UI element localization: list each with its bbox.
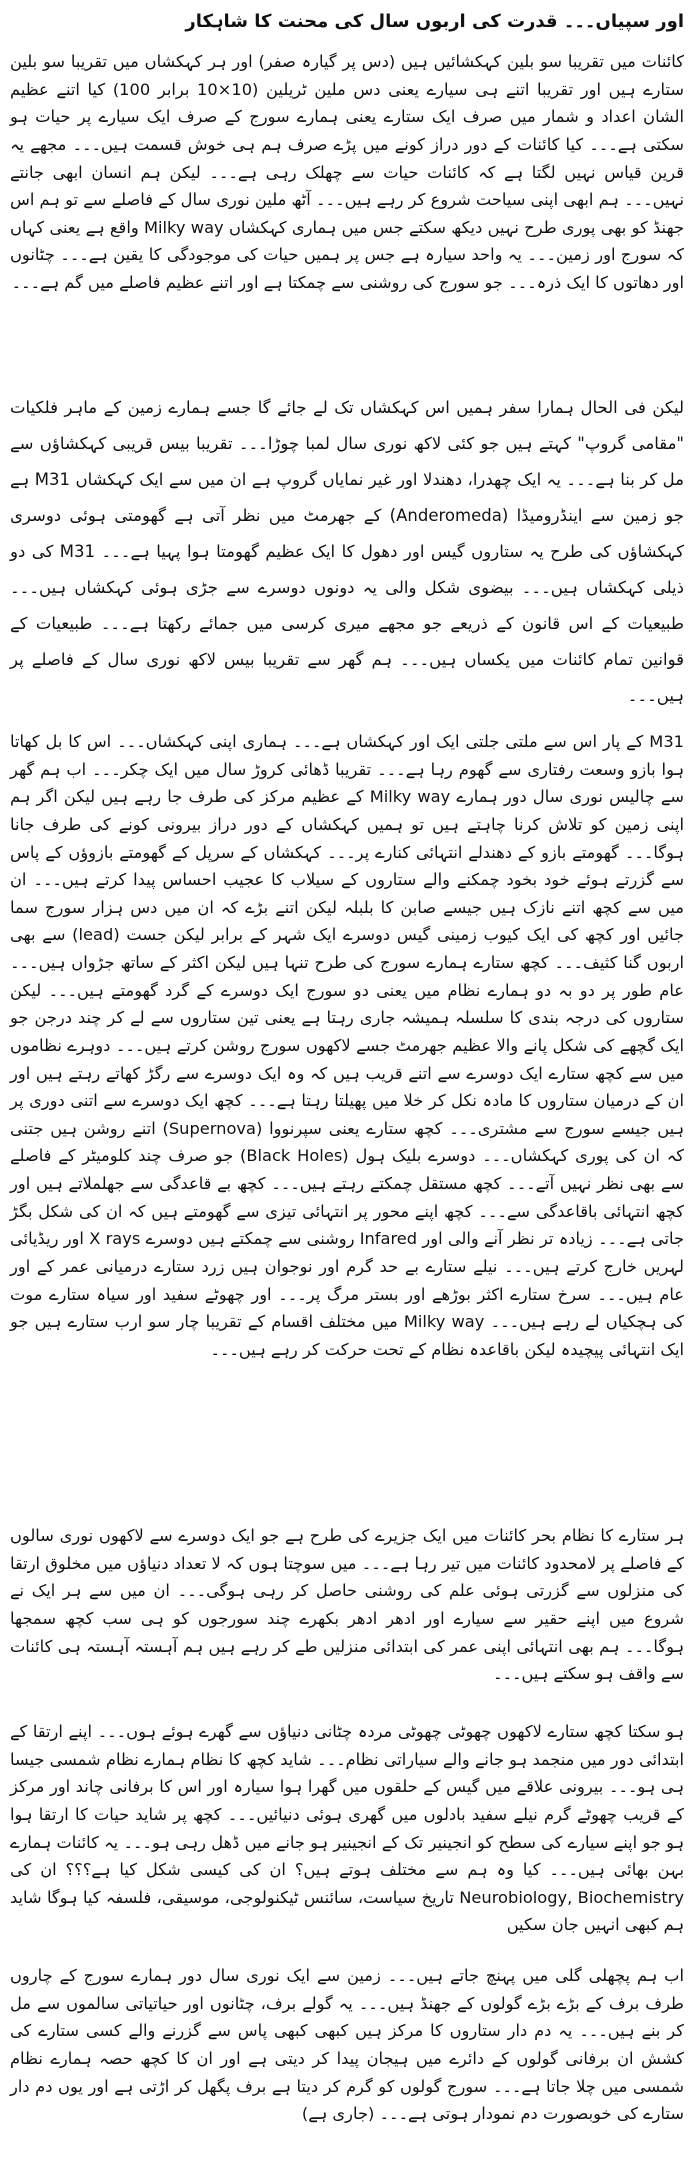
- paragraph-3: M31 کے پار اس سے ملتی جلتی ایک اور کہکشاں ہے۔۔۔ ہماری اپنی کہکشاں۔۔۔ اس کا بل کھاتا ہوا بازو وسعت رفتاری سے گھوم رہا ہے۔۔۔ تقریبا ڈھائی کروڑ سال میں ایک چکر۔۔۔ اب ہم گھر سے چالیس نوری سال دور ہمارے Milky way کے عظیم مرکز کی طرف جا رہے ہیں لیکن اگر ہم اپنی زمین کو تلاش کرنا چاہتے ہیں تو ہمیں کہکشاں کے دور دراز بیرونی کونے کی طرف جانا ہوگا۔۔۔ گھومتے بازو کے دھندلے انتہائی کنارے پر۔۔۔ کہکشاں کے سرپل کے گھومتے بازوؤں کے پاس سے گزرتے ہوئے خود بخود چمکنے والے ستاروں کے سیلاب کا عجیب احساس پیدا کرتے ہیں۔۔۔ ان میں سے کچھ اتنے نازک ہیں جیسے صابن کا بلبلہ لیکن اتنے بڑے کہ ان میں دس ہزار سورج سما جائیں اور کچھ کی ایک کیوب زمینی گیس دوسرے ایک شہر کے برابر لیکن جست (lead) سے بھی اربوں گنا کثیف۔۔۔ کچھ ستارے ہمارے سورج کی طرح تنہا ہیں لیکن اکثر کے ساتھ جڑواں ہیں۔۔۔ عام طور پر دو بہ دو ہمارے نظام میں یعنی دو سورج ایک دوسرے کے گرد گھومتے ہیں۔۔۔ لیکن ستاروں کی درجہ بندی کا سلسلہ ہمیشہ جاری رہتا ہے یعنی تین ستاروں سے لے کر چند درجن جو ایک گچھے کی شکل پانے والا عظیم جھرمٹ جسے لاکھوں سورج روشن کرتے ہیں۔۔۔ دوہرے نظاموں میں سے کچھ ستارے ایک دوسرے سے اتنے قریب ہیں کہ وہ ایک دوسرے سے رگڑ کھاتے رہتے ہیں اور ان کے درمیان ستاروں کا مادہ نکل کر خلا میں پھیلتا رہتا ہے۔۔۔ کچھ ایک دوسرے سے اتنی دوری پر ہیں جیسے سورج سے مشتری۔۔۔ کچھ ستارے یعنی سپرنووا (Supernova) اتنے روشن ہیں جتنی کہ ان کی پوری کہکشاں۔۔۔ دوسرے بلیک ہول (Black Holes) جو صرف چند کلومیٹر کے فاصلے سے بھی نظر نہیں آتے۔۔۔ کچھ مستقل چمکتے رہتے ہیں۔۔۔ کچھ بے قاعدگی سے جھلملاتے ہیں اور کچھ انتہائی باقاعدگی سے۔۔۔ کچھ اپنے محور پر انتہائی تیزی سے گھومتے ہیں کہ ان کی شکل بگڑ جاتی ہے۔۔۔ زیادہ تر نظر آنے والی اور Infared روشنی سے چمکتے ہیں دوسرے X rays اور ریڈیائی لہریں خارج کرتے ہیں۔۔۔ نیلے ستارے بے حد گرم اور نوجوان ہیں زرد ستارے درمیانی عمر کے اور عام ہیں۔۔۔ سرخ ستارے اکثر بوڑھے اور بستر مرگ پر۔۔۔ اور چھوٹے سفید اور سیاہ ستارے موت کی ہچکیاں لے رہے ہیں۔۔۔ Milky way میں مختلف اقسام کے تقریبا چار سو ارب ستارے ہیں جو ایک انتہائی پیچیدہ لیکن باقاعدہ نظام کے تحت حرکت کر رہے ہیں۔۔۔: [10, 732, 684, 1359]
- paragraph-6: اب ہم پچھلی گلی میں پہنچ جاتے ہیں۔۔۔ زمین سے ایک نوری سال دور ہمارے سورج کے چاروں طرف برف کے بڑے بڑے گولوں کے جھنڈ ہیں۔۔۔ یہ گولے برف، چٹانوں اور حیاتیاتی سالموں سے مل کر بنے ہیں۔۔۔ یہ دم دار ستاروں کا مرکز ہیں کبھی کبھی پاس سے گزرنے والے کسی ستارے کی کشش ان برفانی گولوں کے دائرے میں ہیجان پیدا کر دیتی ہے اور ان کا کچھ حصہ ہمارے نظام شمسی میں چلا جاتا ہے۔۔۔ سورج گولوں کو گرم کر دیتا ہے برف پگھل کر اڑتی ہے اور یوں دم دار ستارے کی خوبصورت دم نمودار ہوتی ہے۔۔۔ (جاری ہے): [10, 1966, 684, 2124]
- paragraph-4: ہر ستارے کا نظام بحر کائنات میں ایک جزیرے کی طرح ہے جو ایک دوسرے سے لاکھوں نوری سالوں کے فاصلے پر لامحدود کائنات میں تیر رہا ہے۔۔۔ میں سوچتا ہوں کہ لا تعداد دنیاؤں میں مخلوق ارتقا کی منزلوں سے گزرتی ہوئی علم کی روشنی حاصل کر رہی ہوگی۔۔۔ ان میں سے ہر ایک نے شروع میں اپنے حقیر سے سیارے اور ادھر ادھر بکھرے چند سورجوں کو ہی سب کچھ سمجھا ہوگا۔۔۔ ہم بھی انتہائی اپنی عمر کی ابتدائی منزلیں طے کر رہے ہیں ہم آہستہ آہستہ ہی کائنات سے واقف ہو سکتے ہیں۔۔۔: [10, 1526, 684, 1684]
- paragraph-5: ہو سکتا کچھ ستارے لاکھوں چھوٹی چھوٹی مردہ چٹانی دنیاؤں سے گھرے ہوئے ہوں۔۔۔ اپنے ارتقا کے ابتدائی دور میں منجمد ہو جانے والے سیاراتی نظام۔۔۔ شاید کچھ کا نظام ہمارے نظام شمسی جیسا ہی ہو۔۔۔ بیرونی علاقے میں گیس کے حلقوں میں گھرا ہوا سیارہ اور اس کا برفانی چاند اور مرکز کے قریب چھوٹے گرم نیلے سفید بادلوں میں گھری ہوئی دنیائیں۔۔۔ کچھ پر شاید حیات کا ارتقا ہوا ہو جو اپنے سیارے کی سطح کو انجینیر تک کے انجینیر ہو جانے میں ڈھل رہی ہو۔۔۔ یہ کائنات ہمارے بہن بھائی ہیں۔۔۔ کیا وہ ہم سے مختلف ہوتے ہیں؟ ان کی کیسی شکل کیا ہے؟؟؟ ان کی Neurobiology, Biochemistry تاریخ سیاست، سائنس ٹیکنولوجی، موسیقی، فلسفہ کیا ہوگا شاید ہم کبھی انہیں جان سکیں: [10, 1722, 684, 1935]
- paragraph-1: کائنات میں تقریبا سو بلین کہکشائیں ہیں (دس پر گیارہ صفر) اور ہر کہکشاں میں تقریبا سو بلین ستارے ہیں اور تقریبا اتنے ہی سیارے یعنی دس ملین ٹریلین (10×10 برابر 100) کیا اتنے عظیم الشان اعداد و شمار میں صرف ایک ستارے یعنی ہمارے سورج کے صرف ایک سیارے پر حیات ہو سکتی ہے۔۔۔ کیا کائنات کے دور دراز کونے میں پڑے صرف ہم ہی خوش قسمت ہیں۔۔۔ مجھے یہ قرین قیاس نہیں لگتا ہے کہ کائنات حیات سے چھلک رہی ہے۔۔۔ لیکن ہم انسان ابھی جانتے نہیں۔۔۔ ہم ابھی اپنی سیاحت شروع کر رہے ہیں۔۔۔ آٹھ ملین نوری سال کے فاصلے سے تو ہم اس جھنڈ کو بھی پوری طرح نہیں دیکھ سکتے جس میں ہماری کہکشاں Milky way واقع ہے یعنی کہاں کہ سورج اور زمین۔۔۔ یہ واحد سیارہ ہے جس پر ہمیں حیات کی موجودگی کا یقین ہے۔۔۔ چٹانوں اور دھاتوں کا ایک ذرہ۔۔۔ جو سورج کی روشنی سے چمکتا ہے اور اتنے عظیم فاصلے میں گم ہے۔۔۔: [10, 52, 684, 292]
- article-title: اور سپیاں۔۔۔ قدرت کی اربوں سال کی محنت کا شاہکار: [185, 11, 684, 32]
- paragraph-2: لیکن فی الحال ہمارا سفر ہمیں اس کہکشاں تک لے جائے گا جسے ہمارے زمین کے ماہر فلکیات "مقامی گروپ" کہتے ہیں جو کئی لاکھ نوری سال لمبا چوڑا۔۔۔ تقریبا بیس قریبی کہکشاؤں سے مل کر بنا ہے۔۔۔ یہ ایک چھدرا، دھندلا اور غیر نمایاں گروپ ہے ان میں سے ایک کہکشاں M31 ہے جو زمین سے اینڈرومیڈا (Anderomeda) کے جھرمٹ میں نظر آتی ہے گھومتی ہوئی دوسری کہکشاؤں کی طرح یہ ستاروں گیس اور دھول کا ایک عظیم گھومتا ہوا پہیا ہے۔۔۔ M31 کی دو ذیلی کہکشاں ہیں۔۔۔ بیضوی شکل والی یہ دونوں دوسرے سے جڑی ہوئی کہکشاں ہیں۔۔۔ طبیعیات کے اس قانون کے ذریعے جو مجھے میری کرسی میں جمائے رکھتا ہے۔۔۔ طبیعیات کے قوانین تمام کائنات میں یکساں ہیں۔۔۔ ہم گھر سے تقریبا بیس لاکھ نوری سال کے فاصلے پر ہیں۔۔۔: [10, 398, 684, 705]
